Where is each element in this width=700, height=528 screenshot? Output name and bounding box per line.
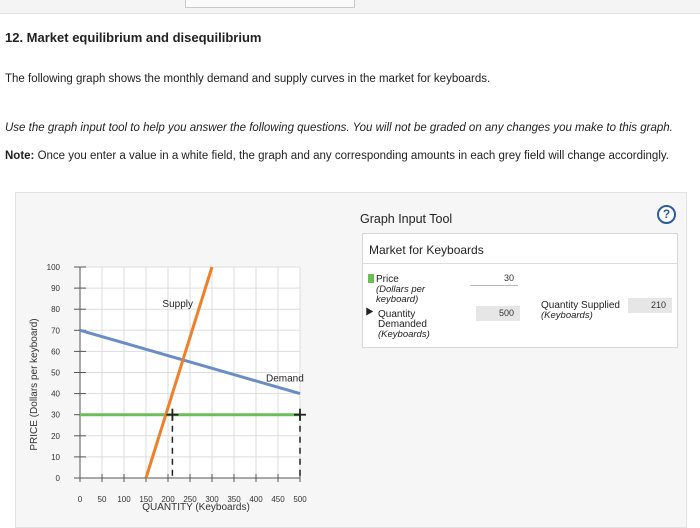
- y-tick-label: 0: [55, 474, 60, 483]
- quantity-supplied-value: 210: [628, 298, 672, 313]
- y-tick-label: 80: [51, 305, 60, 315]
- quantity-demanded-value: 500: [476, 306, 520, 321]
- x-tick-label: 200: [161, 495, 175, 504]
- y-tick-label: 60: [51, 347, 60, 357]
- y-tick-label: 100: [46, 263, 60, 272]
- x-tick-label: 150: [139, 495, 153, 504]
- qd-sub: (Keyboards): [378, 329, 430, 340]
- price-input[interactable]: 30: [470, 270, 518, 286]
- x-tick-label: 450: [271, 495, 285, 504]
- y-tick-label: 30: [51, 410, 60, 420]
- qd-label2: Demanded: [378, 319, 427, 330]
- qd-label1: Quantity: [378, 309, 416, 320]
- y-tick-label: 50: [51, 368, 60, 378]
- x-tick-label: 0: [77, 495, 83, 504]
- graph-input-tool-title: Graph Input Tool: [360, 212, 453, 226]
- y-tick-label: 20: [51, 431, 60, 441]
- x-tick-label: 400: [249, 495, 263, 504]
- quantity-demanded-label: [378, 310, 430, 340]
- question-title: 12. Market equilibrium and disequilibrium: [5, 30, 262, 45]
- y-tick-label: 40: [51, 389, 60, 399]
- question-intro: The following graph shows the monthly demand and supply curves in the market for keyboards.: [5, 73, 491, 85]
- x-tick-label: 50: [97, 495, 107, 504]
- x-tick-label: 300: [205, 495, 219, 504]
- price-swatch-icon: [368, 274, 374, 283]
- qs-label: Quantity Supplied: [541, 300, 620, 311]
- y-tick-label: 70: [51, 326, 60, 336]
- demand-label: Demand: [266, 373, 304, 385]
- y-tick-label: 90: [51, 284, 60, 294]
- price-sub1: (Dollars per: [376, 284, 426, 295]
- market-subtitle: Market for Keyboards: [369, 243, 484, 257]
- qs-sub: (Keyboards): [541, 310, 593, 321]
- note-label: Note:: [5, 150, 35, 162]
- quantity-supplied-label: [541, 301, 620, 321]
- help-icon[interactable]: ?: [657, 205, 676, 224]
- price-sub2: keyboard): [376, 294, 419, 305]
- tool-divider: [362, 263, 678, 264]
- x-tick-label: 350: [227, 495, 241, 504]
- price-label: [368, 274, 425, 305]
- y-axis-label: PRICE (Dollars per keyboard): [29, 318, 40, 451]
- x-tick-label: 100: [117, 495, 131, 504]
- x-axis-label: QUANTITY (Keyboards): [142, 502, 250, 513]
- x-tick-label: 250: [183, 495, 197, 504]
- price-label-text: Price: [376, 274, 399, 285]
- supply-label: Supply: [162, 299, 193, 310]
- note-text: Once you enter a value in a white field, the graph and any corresponding amounts in each grey field will change accordingly.: [34, 150, 669, 162]
- question-instruction: Use the graph input tool to help you answer the following questions. You will not be graded on any changes you make to this graph.: [5, 122, 673, 134]
- y-tick-label: 10: [51, 452, 60, 462]
- x-tick-label: 500: [293, 495, 307, 504]
